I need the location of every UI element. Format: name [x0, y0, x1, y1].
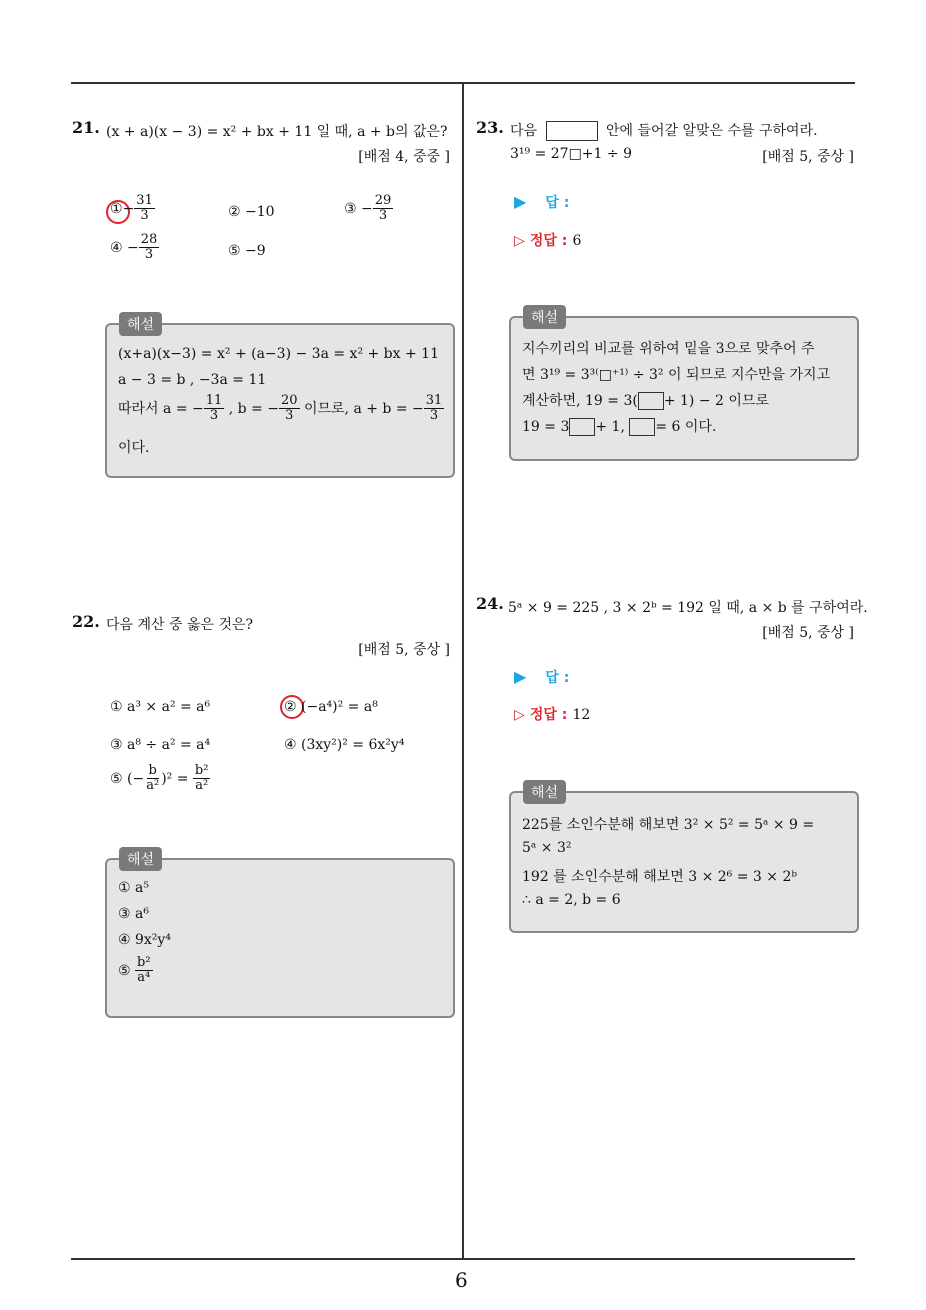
q22-solution-line-4: ⑤ $\frac{\text{b²}}{\text{a⁴}}$: [118, 955, 151, 986]
blank-box: [629, 418, 655, 436]
q23-correct-row: ▷ 정답 : 6: [514, 233, 582, 249]
blank-box: [569, 418, 595, 436]
q24-solution-line-4: ∴ a = 2, b = 6: [522, 892, 621, 908]
q24-answer-row: ▶ 답 :: [514, 667, 570, 686]
q22-meta: [배점 5, 중상 ]: [358, 642, 450, 658]
q24-solution-box: [509, 791, 859, 933]
page-number: 6: [455, 1268, 468, 1292]
outline-arrow-icon: ▷: [514, 707, 525, 723]
bottom-rule: [71, 1258, 855, 1260]
q21-meta: [배점 4, 중중 ]: [358, 149, 450, 165]
blank-box: [638, 392, 664, 410]
q23-expression: 3¹⁹ = 27□+1 ÷ 9: [510, 146, 632, 162]
q23-blank-box: [546, 121, 598, 141]
q21-solution-line-2: a − 3 = b , −3a = 11: [118, 372, 267, 388]
q23-answer-row: ▶ 답 :: [514, 192, 570, 211]
q21-choice-5[interactable]: ⑤ −9: [228, 243, 266, 259]
q22-choice-5[interactable]: ⑤ (− $\frac{b}{\text{a²}}$ )² = $\frac{\text{b²}}{\text{a²}}$: [110, 763, 209, 794]
play-arrow-icon: ▶: [514, 192, 527, 211]
column-divider: [462, 84, 464, 1259]
q21-question: (x + a)(x − 3) = x² + bx + 11 일 때, a + b의 값은?: [106, 124, 448, 140]
q23-number: 23.: [476, 118, 504, 137]
q22-choice-4[interactable]: ④ (3xy²)² = 6x²y⁴: [284, 737, 405, 753]
q21-solution-line-1: (x+a)(x−3) = x² + (a−3) − 3a = x² + bx + 11: [118, 346, 439, 362]
outline-arrow-icon: ▷: [514, 233, 525, 249]
q22-choice-3[interactable]: ③ a⁸ ÷ a² = a⁴: [110, 737, 211, 753]
q22-question: 다음 계산 중 옳은 것은?: [106, 617, 254, 633]
q23-solution-line-2: 면 3¹⁹ = 3³⁽□⁺¹⁾ ÷ 3² 이 되므로 지수만을 가지고: [522, 367, 831, 383]
q24-solution-line-1: 225를 소인수분해 해보면 3² × 5² = 5ᵃ × 9 =: [522, 817, 815, 833]
q24-solution-line-2: 5ᵃ × 3²: [522, 840, 572, 856]
q21-solution-tag: 해설: [119, 312, 162, 336]
q21-solution-line-4: 이다.: [118, 440, 150, 456]
q22-choice-1[interactable]: ① a³ × a² = a⁶: [110, 699, 211, 715]
q23-question: 다음 안에 들어갈 알맞은 수를 구하여라.: [510, 123, 818, 139]
q22-solution-line-1: ① a⁵: [118, 880, 149, 896]
q24-question: 5ᵃ × 9 = 225 , 3 × 2ᵇ = 192 일 때, a × b 를 구하여라.: [508, 600, 868, 616]
q22-solution-line-2: ③ a⁶: [118, 906, 149, 922]
play-arrow-icon: ▶: [514, 667, 527, 686]
q22-number: 22.: [72, 612, 100, 631]
q22-solution-tag: 해설: [119, 847, 162, 871]
q24-number: 24.: [476, 594, 504, 613]
q21-number: 21.: [72, 118, 100, 137]
q24-solution-line-3: 192 를 소인수분해 해보면 3 × 2⁶ = 3 × 2ᵇ: [522, 869, 797, 885]
q22-choice-2[interactable]: ② (−a⁴)² = a⁸: [284, 699, 378, 715]
q23-solution-tag: 해설: [523, 305, 566, 329]
q23-solution-line-3: 계산하면, 19 = 3( + 1) − 2 이므로: [522, 393, 769, 409]
q24-correct-row: ▷ 정답 : 12: [514, 707, 591, 723]
q23-meta: [배점 5, 중상 ]: [762, 149, 854, 165]
q21-solution-line-3: 따라서 a = − $\frac{11}{3}$ , b = − $\frac{20}{3}$ 이므로, a + b = − $\frac{31}{3}$: [118, 393, 443, 424]
q22-solution-line-3: ④ 9x²y⁴: [118, 932, 171, 948]
q24-meta: [배점 5, 중상 ]: [762, 625, 854, 641]
q24-solution-tag: 해설: [523, 780, 566, 804]
q23-solution-line-4: 19 = 3 + 1, = 6 이다.: [522, 419, 717, 435]
q21-choice-1[interactable]: ①− $\frac{31}{3}$: [110, 193, 153, 224]
q21-choice-3[interactable]: ③ − $\frac{29}{3}$: [344, 193, 392, 224]
q21-choice-2[interactable]: ② −10: [228, 204, 275, 220]
q21-choice-4[interactable]: ④ − $\frac{28}{3}$: [110, 232, 158, 263]
q23-solution-line-1: 지수끼리의 비교를 위하여 밑을 3으로 맞추어 주: [522, 341, 815, 357]
